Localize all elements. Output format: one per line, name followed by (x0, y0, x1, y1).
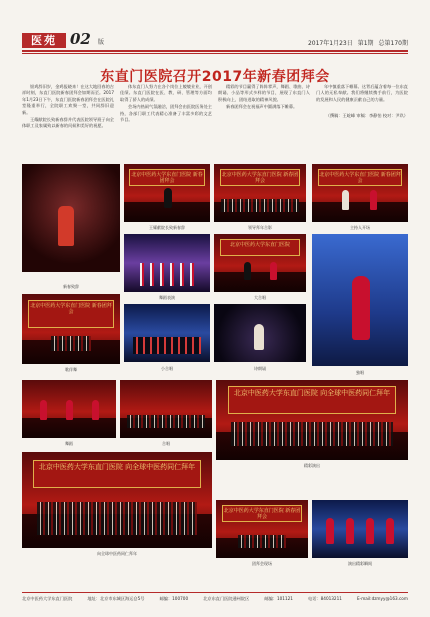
total-issue: 总第170期 (378, 40, 408, 47)
photo-6 (214, 234, 306, 292)
photo-caption: 小合唱 (161, 366, 173, 371)
header-rule (22, 50, 408, 52)
photo-13 (216, 380, 408, 460)
photo-banner: 北京中医药大学东直门医院 新春团拜会 (129, 169, 205, 186)
footer-phone: 电话：84013211 (308, 596, 342, 601)
paragraph: 新春团拜会在祝福声中圆满落下帷幕。 (226, 104, 298, 110)
paragraph: 会场内热闹气氛融洽，团拜会由医院医务处主持，各部门职工代表精心准备了丰富多彩的文艺节目。 (120, 104, 212, 123)
photo-4 (312, 164, 408, 222)
photo-14 (22, 452, 212, 548)
paragraph: 精彩的节目赢得了阵阵掌声，舞蹈、歌曲、诗朗诵、小品等形式多样的节目，展现了东直门人积极向上、团结进取的精神风貌。 (218, 84, 310, 102)
paragraph: 王耀献院长致新春辞并代表医院领导班子向全体职工及家属致以新春的问候和美好的祝愿。 (22, 117, 114, 129)
photo-caption: 王耀献院长致新春辞 (149, 225, 185, 230)
photo-caption: 主持人开场 (350, 225, 370, 230)
photo-caption: 向全球中医药同仁拜年 (97, 551, 137, 556)
photo-caption: 大合唱 (254, 295, 266, 300)
footer-zip: 邮编：100700 (159, 596, 189, 601)
photo-caption: 领导拜年合影 (248, 225, 272, 230)
photo-caption: 演出精彩瞬间 (348, 561, 372, 566)
footer-email: E-mail:dzmyy@163.com (357, 596, 408, 601)
section-logo: 医苑 (22, 33, 66, 48)
photo-7 (312, 234, 408, 366)
article-column-4 (316, 84, 408, 162)
photo-caption: 诗朗诵 (254, 366, 266, 371)
header-rule-thin (22, 53, 408, 54)
footer (22, 596, 408, 602)
article-column-2 (120, 84, 212, 162)
photo-caption: 舞蹈 (65, 441, 73, 446)
photo-16 (312, 500, 408, 558)
photo-caption: 歌伴舞 (65, 367, 77, 372)
paragraph: 年中慎重落下帷幕。这背后蕴含着每一位东直门人的无私奉献。我们将继续携手前行，为医院的发展和人民的健康贡献自己的力量。 (316, 84, 408, 102)
article-title: 东直门医院召开2017年新春团拜会 (100, 69, 330, 85)
photo-banner: 北京中医药大学东直门医院 新春团拜会 (28, 300, 114, 328)
photo-8 (22, 294, 120, 364)
photo-15 (216, 500, 308, 558)
footer-address-2: 北京东直门医院通州院区 (203, 596, 250, 601)
photo-1 (22, 164, 120, 272)
footer-zip-2: 邮编：101121 (264, 596, 293, 601)
photo-banner: 北京中医药大学东直门医院 (220, 239, 301, 256)
page-number: 02 (70, 30, 91, 48)
photo-11 (22, 380, 116, 438)
photo-5 (124, 234, 210, 292)
paragraph: 体东直门人努力在各个岗位上兢兢业业，开创佳绩。东直门医院在医、教、研、管理等方面均取得了骄人的成绩。 (120, 84, 212, 102)
article-signature: （撰稿：王屹峰 审稿：李静怡 校对：尹玖） (325, 113, 408, 119)
photo-banner: 北京中医药大学东直门医院 向全球中医药同仁拜年 (33, 460, 200, 489)
issue-number: 第1期 (357, 40, 374, 47)
article-column-3 (218, 84, 310, 162)
footer-address: 地址：北京市东城区海运仓5号 (87, 596, 145, 601)
photo-caption: 团拜会现场 (252, 561, 272, 566)
photo-2 (124, 164, 210, 222)
photo-12 (120, 380, 212, 438)
photo-caption: 舞蹈表演 (159, 295, 175, 300)
photo-banner: 北京中医药大学东直门医院 向全球中医药同仁拜年 (228, 386, 397, 413)
page-unit: 版 (98, 39, 105, 46)
footer-org: 北京中医药大学东直门医院 (22, 596, 73, 601)
paragraph: 银鸡辞旧岁，金鸡报晓来！在这大地回春的吉祥时刻，东直门医院新春团拜会如期而至。2017年1月23日下午，东直门医院新春团拜会在医院礼堂隆重举行，全院职工欢聚一堂，共同辞旧迎新。 (22, 84, 114, 115)
article-column-1 (22, 84, 114, 162)
photo-caption: 精彩演出 (304, 463, 320, 468)
photo-caption: 新春致辞 (63, 284, 79, 289)
photo-3 (214, 164, 306, 222)
photo-banner: 北京中医药大学东直门医院 新春团拜会 (222, 505, 303, 522)
header-meta (308, 38, 408, 47)
photo-9 (124, 304, 210, 362)
article-body (22, 84, 408, 162)
footer-rule (22, 592, 408, 593)
photo-banner: 北京中医药大学东直门医院 新春团拜会 (220, 169, 301, 186)
issue-date: 2017年1月23日 (307, 40, 353, 47)
photo-caption: 合唱 (162, 441, 170, 446)
photo-banner: 北京中医药大学东直门医院 新春团拜会 (318, 169, 403, 186)
photo-10 (214, 304, 306, 362)
photo-caption: 独唱 (356, 370, 364, 375)
